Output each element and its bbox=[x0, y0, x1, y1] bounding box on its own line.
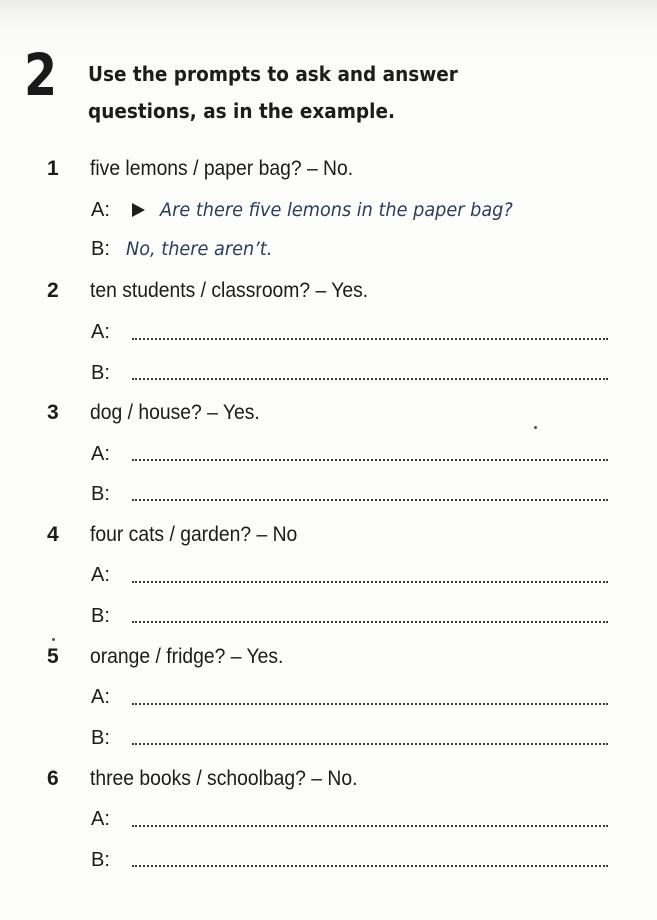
answer-line-b[interactable] bbox=[132, 621, 608, 623]
speaker-b-label: B: bbox=[91, 849, 110, 871]
item-prompt: dog / house? – Yes. bbox=[90, 401, 260, 424]
item-number: 2 bbox=[47, 279, 59, 302]
item-prompt: three books / schoolbag? – No. bbox=[90, 767, 358, 790]
speaker-b-label: B: bbox=[91, 362, 110, 384]
answer-line-a[interactable] bbox=[132, 338, 608, 340]
speaker-b-label: B: bbox=[91, 727, 110, 749]
answer-line-b[interactable] bbox=[132, 378, 608, 380]
item-prompt: four cats / garden? – No bbox=[90, 523, 298, 546]
answer-line-b[interactable] bbox=[132, 499, 608, 501]
play-arrow-icon bbox=[132, 203, 145, 217]
answer-line-b[interactable] bbox=[132, 743, 608, 745]
exercise-instruction: Use the prompts to ask and answer questions, as in the example. bbox=[88, 62, 458, 123]
speaker-b-label: B: bbox=[91, 238, 110, 260]
item-number: 1 bbox=[47, 157, 59, 180]
item-number: 4 bbox=[47, 523, 59, 546]
answer-line-a[interactable] bbox=[132, 825, 608, 827]
answer-line-a[interactable] bbox=[132, 459, 608, 461]
item-number: 5 bbox=[47, 645, 59, 668]
item-number: 3 bbox=[47, 401, 59, 424]
example-answer-a: Are there five lemons in the paper bag? bbox=[160, 199, 513, 221]
answer-line-b[interactable] bbox=[132, 865, 608, 867]
item-prompt: orange / fridge? – Yes. bbox=[90, 645, 284, 668]
speaker-a-label: A: bbox=[91, 321, 110, 343]
item-number: 6 bbox=[47, 767, 59, 790]
print-speck bbox=[534, 426, 537, 429]
speaker-a-label: A: bbox=[91, 564, 110, 586]
speaker-a-label: A: bbox=[91, 199, 110, 221]
speaker-b-label: B: bbox=[91, 483, 110, 505]
speaker-a-label: A: bbox=[91, 808, 110, 830]
exercise-number: 2 bbox=[24, 41, 58, 109]
answer-line-a[interactable] bbox=[132, 581, 608, 583]
example-answer-b: No, there aren’t. bbox=[126, 238, 273, 260]
item-prompt: five lemons / paper bag? – No. bbox=[90, 157, 354, 180]
speaker-a-label: A: bbox=[91, 686, 110, 708]
page-top-shadow bbox=[0, 0, 657, 30]
speaker-b-label: B: bbox=[91, 605, 110, 627]
print-speck bbox=[52, 638, 55, 641]
speaker-a-label: A: bbox=[91, 443, 110, 465]
answer-line-a[interactable] bbox=[132, 703, 608, 705]
item-prompt: ten students / classroom? – Yes. bbox=[90, 279, 369, 302]
